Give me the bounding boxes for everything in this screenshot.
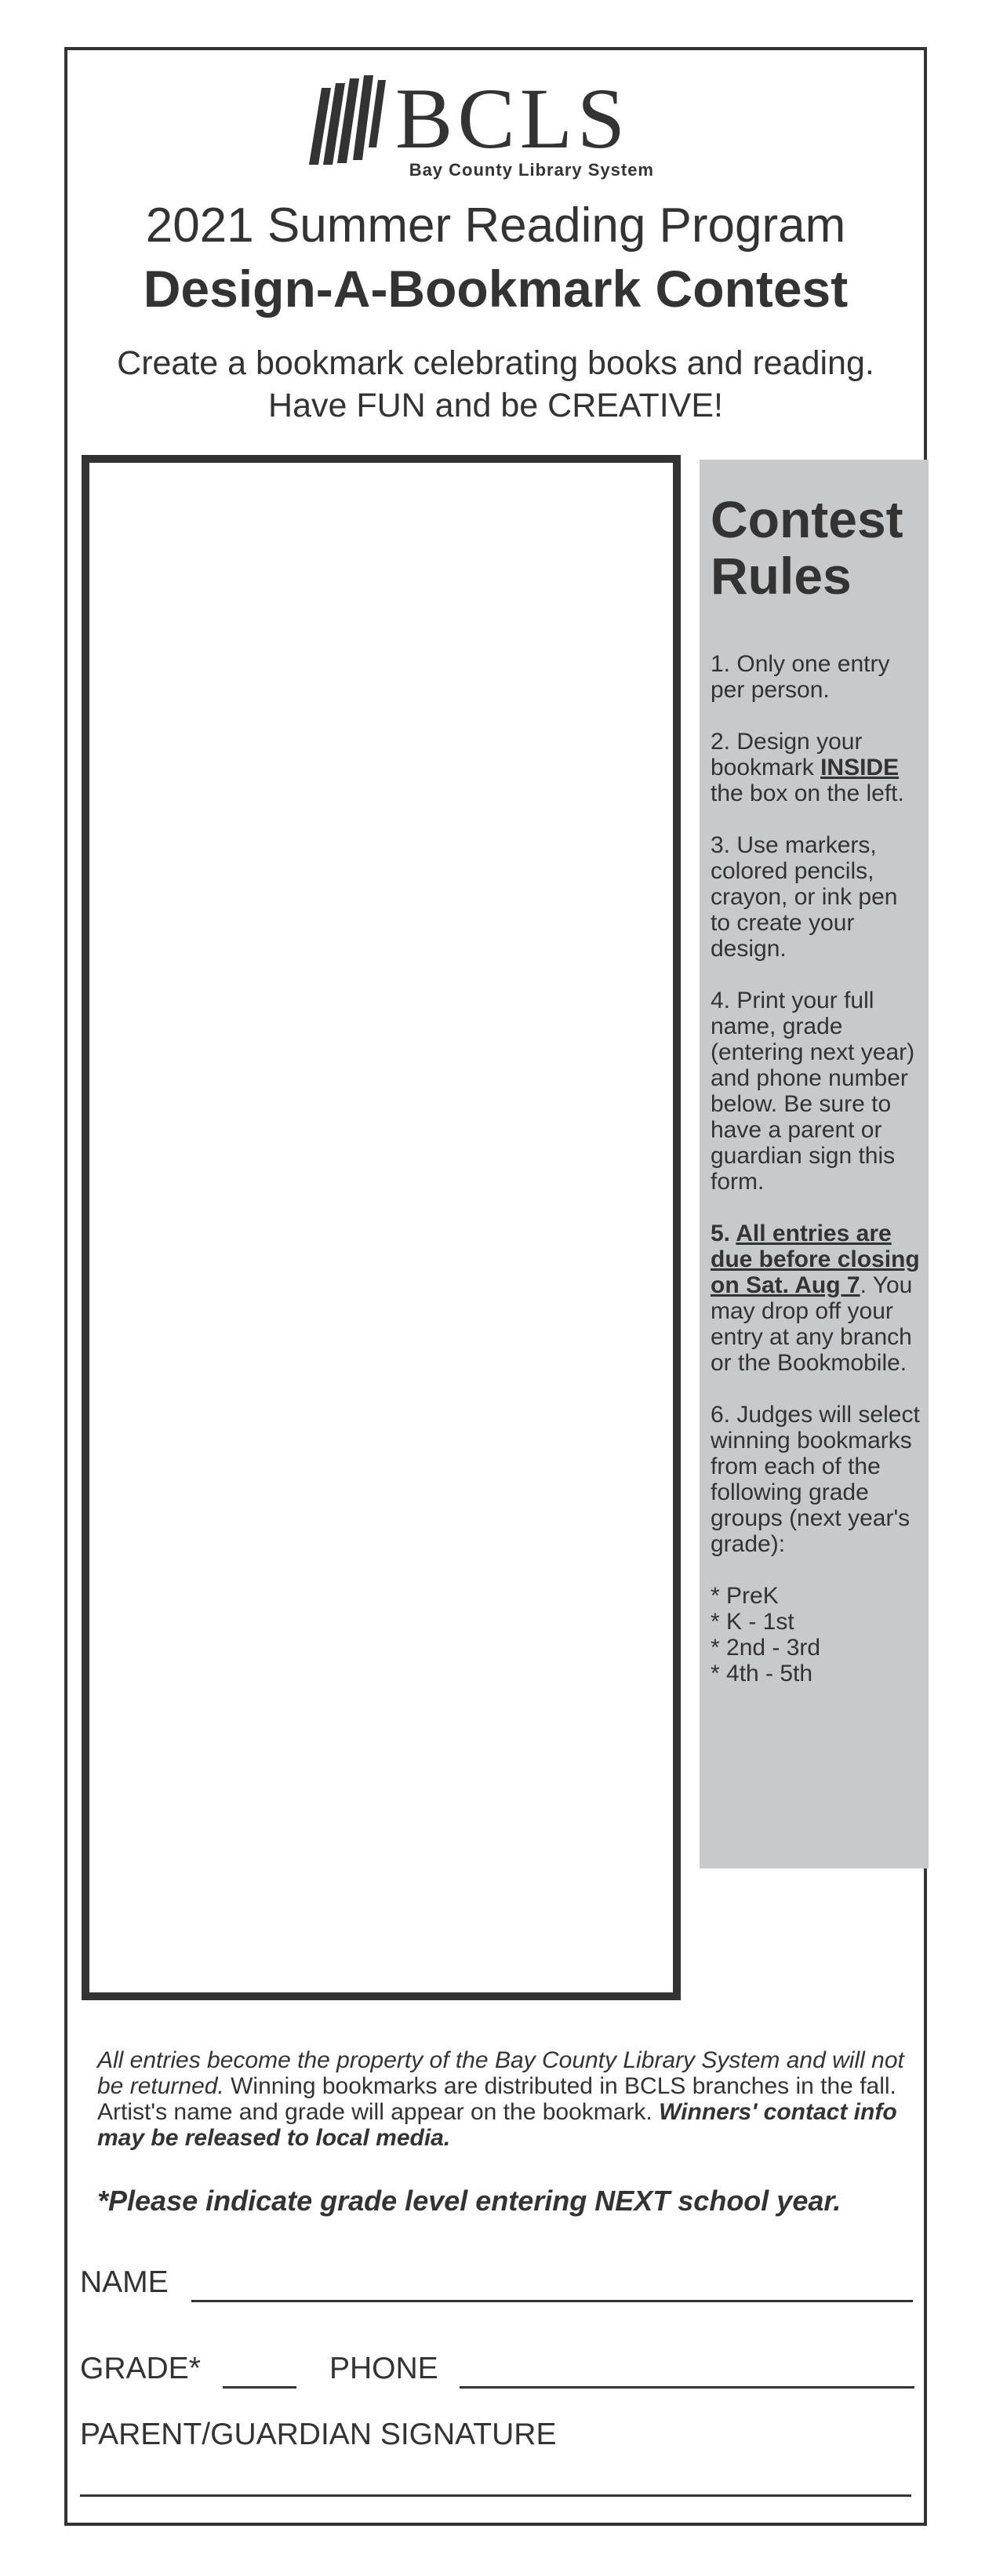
contest-title: Design-A-Bookmark Contest — [143, 260, 849, 318]
rules-title — [711, 491, 921, 604]
bcls-logo — [307, 72, 692, 190]
grade-group-item: * 4th - 5th — [711, 1661, 813, 1686]
rule-2 — [711, 729, 921, 806]
intro-line-1: Create a bookmark celebrating books and reading. — [117, 344, 874, 382]
name-label: NAME — [80, 2265, 169, 2299]
rule-5-text: . You may drop off your entry at any branch or the Bookmobile. — [711, 1272, 913, 1376]
bookmark-design-box[interactable] — [82, 455, 681, 2000]
rule-5 — [711, 1221, 921, 1376]
intro-text — [64, 342, 927, 427]
disclaimer-italic: All entries become the property of the Bay County Library System and will not be returned. — [97, 2047, 904, 2099]
rule-3: 3. Use markers, colored pencils, crayon, or ink pen to create your design. — [711, 832, 898, 962]
bcls-logo-text: BCLS — [395, 72, 631, 166]
rules-title-line-2: Rules — [711, 547, 852, 605]
disclaimer-media-note: Winners' contact info may be released to local media. — [97, 2099, 897, 2151]
bcls-logo-mark — [307, 72, 692, 166]
intro-line-2: Have FUN and be CREATIVE! — [268, 387, 723, 424]
rule-2-text-end: the box on the left. — [711, 780, 904, 806]
signature-label: PARENT/GUARDIAN SIGNATURE — [80, 2418, 557, 2451]
name-field[interactable] — [191, 2300, 913, 2302]
contest-rules-panel — [700, 460, 929, 1868]
grade-group-item: * 2nd - 3rd — [711, 1635, 821, 1661]
grade-groups — [711, 1583, 921, 1686]
rule-6: 6. Judges will select winning bookmarks from each of the following grade groups (next year's grade): — [711, 1402, 920, 1557]
phone-field[interactable] — [460, 2386, 914, 2389]
grade-label: GRADE* — [80, 2352, 201, 2385]
grade-group-item: * PreK — [711, 1583, 779, 1609]
rules-title-line-1: Contest — [711, 490, 903, 548]
phone-label: PHONE — [329, 2352, 438, 2385]
grade-group-item: * K - 1st — [711, 1609, 794, 1635]
disclaimer — [97, 2047, 905, 2151]
rule-2-text: 2. Design your bookmark — [711, 729, 863, 780]
rule-5-deadline: All entries are due before closing on Sat. Aug 7 — [711, 1221, 920, 1298]
logo-subtitle: Bay County Library System — [409, 160, 654, 180]
disclaimer-text: Winning bookmarks are distributed in BCLS branches in the fall. Artist's name and grade will appear on the bookmark. — [97, 2073, 896, 2125]
rule-4: 4. Print your full name, grade (entering next year) and phone number below. Be sure to have a parent or guardian sign this form. — [711, 988, 915, 1195]
rule-5-number: 5. — [711, 1221, 736, 1246]
grade-note: *Please indicate grade level entering NEXT school year. — [97, 2185, 842, 2217]
rule-2-emphasis: INSIDE — [820, 755, 900, 780]
program-title: 2021 Summer Reading Program — [145, 198, 846, 253]
grade-field[interactable] — [223, 2386, 296, 2389]
rule-1: 1. Only one entry per person. — [711, 651, 890, 703]
signature-field[interactable] — [80, 2494, 911, 2497]
